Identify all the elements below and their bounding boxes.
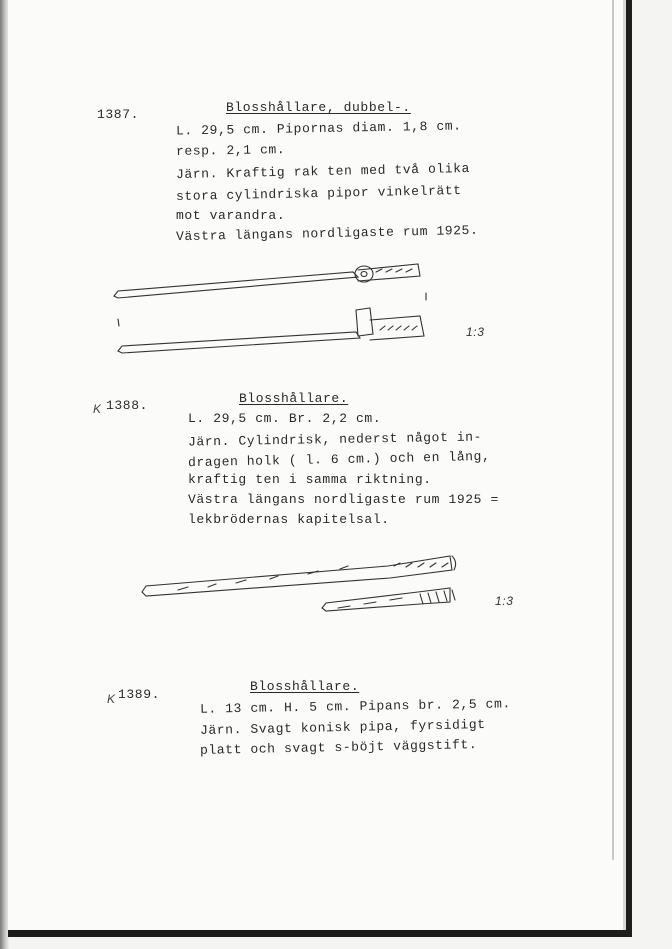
sketch-1387-top-view — [114, 264, 420, 298]
entry-number-1389: 1389. — [118, 687, 161, 702]
sketch-1387-side-view — [118, 308, 424, 353]
entry-1387-line-5: mot varandra. — [176, 208, 286, 223]
entry-1387-line-2: resp. 2,1 cm. — [175, 142, 286, 159]
entry-title-1388: Blosshållare. — [239, 391, 349, 406]
entry-1387-line-1: L. 29,5 cm. Pipornas diam. 1,8 cm. — [175, 118, 462, 139]
entry-mark-1388: K — [93, 402, 102, 416]
entry-1388-line-2: Järn. Cylindrisk, nederst något in- — [187, 429, 483, 450]
scale-1387: 1:3 — [466, 325, 485, 339]
page-edge-line — [612, 0, 614, 860]
entry-number-1388: 1388. — [106, 398, 149, 413]
entry-1389-line-1: L. 13 cm. H. 5 cm. Pipans br. 2,5 cm. — [199, 696, 511, 717]
entry-title-1389: Blosshållare. — [250, 679, 360, 694]
entry-1388-line-3: dragen holk ( l. 6 cm.) och en lång, — [187, 448, 491, 471]
sketch-1388 — [138, 548, 468, 618]
entry-1388-line-4: kraftig ten i samma riktning. — [188, 472, 432, 487]
sketch-1388-top-view — [142, 556, 456, 596]
entry-1388-line-6: lekbrödernas kapitelsal. — [188, 512, 390, 527]
entry-title-1387: Blosshållare, dubbel-. — [226, 100, 411, 115]
entry-1389-line-2: Järn. Svagt konisk pipa, fyrsidigt — [199, 717, 486, 738]
entry-mark-1389: K — [107, 692, 116, 706]
sketch-1387-tick-left — [118, 319, 119, 326]
entry-1388-line-1: L. 29,5 cm. Br. 2,2 cm. — [188, 411, 382, 426]
sketch-1387 — [108, 258, 438, 358]
entry-1387-line-3: Järn. Kraftig rak ten med två olika — [175, 160, 471, 183]
entry-1388-line-5: Västra längans nordligaste rum 1925 = — [188, 492, 499, 507]
entry-number-1387: 1387. — [97, 107, 140, 122]
document-page — [8, 0, 632, 937]
entry-1389-line-3: platt och svagt s-böjt väggstift. — [199, 737, 478, 758]
entry-1387-line-6: Västra längans nordligaste rum 1925. — [175, 222, 479, 245]
entry-1387-line-4: stora cylindriska pipor vinkelrätt — [175, 183, 462, 204]
sketch-1388-side-view — [322, 588, 455, 611]
scale-1388: 1:3 — [495, 594, 514, 608]
